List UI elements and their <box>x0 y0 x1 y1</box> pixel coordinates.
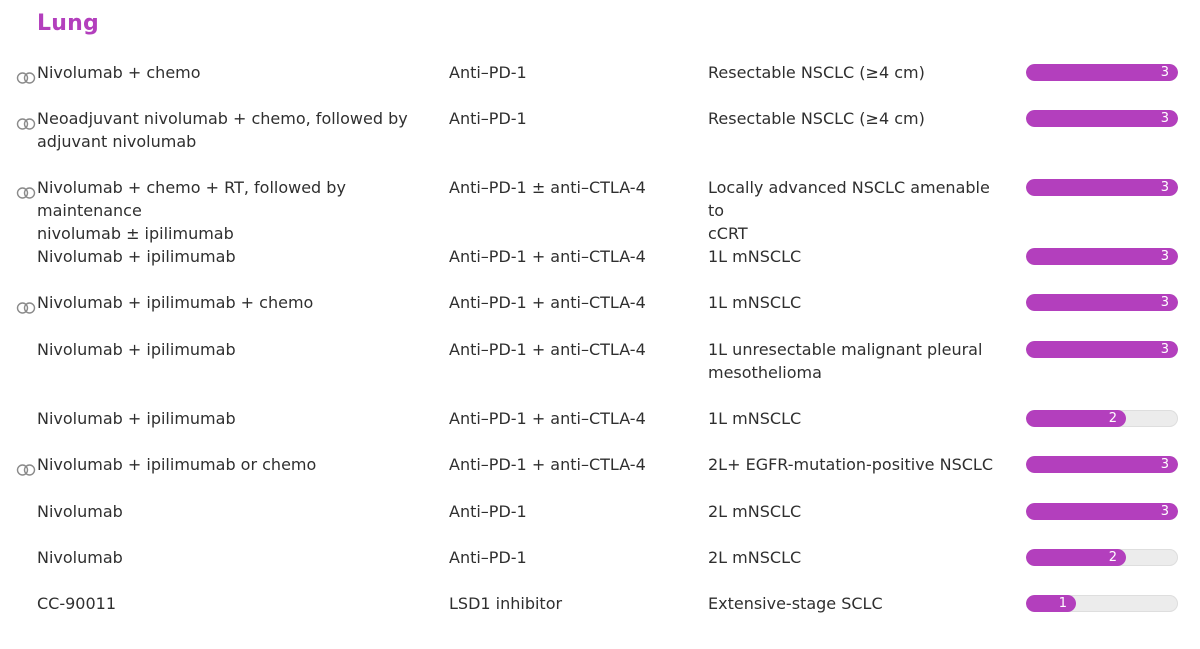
indication-cell-line: mesothelioma <box>708 363 822 382</box>
indication-cell-line: Locally advanced NSCLC amenable to <box>708 178 990 220</box>
drug-class-cell <box>449 338 699 361</box>
phase-progress-fill <box>1026 179 1178 196</box>
drug-class-cell <box>449 107 699 130</box>
drug-class-cell-line: Anti–PD-1 + anti–CTLA-4 <box>449 293 646 312</box>
indication-cell <box>708 107 1008 130</box>
phase-progress-fill <box>1026 595 1076 612</box>
phase-progress-fill <box>1026 549 1126 566</box>
section-title: Lung <box>37 11 99 36</box>
therapy-cell <box>37 407 437 430</box>
indication-cell <box>708 500 1008 523</box>
phase-label: 3 <box>1160 111 1169 126</box>
phase-progress-bar <box>1026 179 1178 196</box>
combination-therapy-icon <box>16 67 36 79</box>
indication-cell-line: 1L mNSCLC <box>708 293 802 312</box>
indication-cell-line: 1L unresectable malignant pleural <box>708 340 983 359</box>
phase-progress-fill <box>1026 64 1178 81</box>
therapy-cell-line: adjuvant nivolumab <box>37 132 197 151</box>
indication-cell-line: 2L mNSCLC <box>708 548 802 567</box>
therapy-cell-line: Nivolumab + ipilimumab <box>37 409 236 428</box>
phase-progress-bar <box>1026 341 1178 358</box>
therapy-cell <box>37 291 437 314</box>
indication-cell-line: cCRT <box>708 224 748 243</box>
therapy-cell <box>37 338 437 361</box>
drug-class-cell-line: Anti–PD-1 + anti–CTLA-4 <box>449 247 646 266</box>
therapy-cell <box>37 61 437 84</box>
phase-label: 3 <box>1160 457 1169 472</box>
drug-class-cell-line: Anti–PD-1 + anti–CTLA-4 <box>449 409 646 428</box>
combination-therapy-icon <box>16 459 36 471</box>
phase-progress-bar <box>1026 595 1178 612</box>
drug-class-cell <box>449 407 699 430</box>
therapy-cell-line: Nivolumab + ipilimumab <box>37 340 236 359</box>
phase-label: 2 <box>1108 411 1117 426</box>
drug-class-cell <box>449 176 699 199</box>
therapy-cell-line: Nivolumab + ipilimumab + chemo <box>37 293 314 312</box>
drug-class-cell <box>449 592 699 615</box>
indication-cell <box>708 338 1008 384</box>
therapy-cell-line: Nivolumab + chemo + RT, followed by maintenance <box>37 178 346 220</box>
therapy-cell <box>37 176 437 245</box>
drug-class-cell <box>449 453 699 476</box>
phase-progress-bar <box>1026 248 1178 265</box>
indication-cell <box>708 176 1008 245</box>
phase-label: 2 <box>1108 550 1117 565</box>
drug-class-cell-line: LSD1 inhibitor <box>449 594 563 613</box>
phase-progress-bar <box>1026 549 1178 566</box>
drug-class-cell-line: Anti–PD-1 + anti–CTLA-4 <box>449 340 646 359</box>
phase-label: 3 <box>1160 65 1169 80</box>
drug-class-cell-line: Anti–PD-1 <box>449 502 527 521</box>
indication-cell-line: 1L mNSCLC <box>708 409 802 428</box>
therapy-cell-line: Nivolumab + ipilimumab <box>37 247 236 266</box>
drug-class-cell <box>449 546 699 569</box>
therapy-cell-line: Nivolumab <box>37 548 123 567</box>
phase-progress-bar <box>1026 294 1178 311</box>
phase-progress-bar <box>1026 456 1178 473</box>
phase-progress-fill <box>1026 248 1178 265</box>
phase-progress-bar <box>1026 64 1178 81</box>
phase-label: 3 <box>1160 249 1169 264</box>
phase-progress-bar <box>1026 503 1178 520</box>
therapy-cell-line: nivolumab ± ipilimumab <box>37 224 234 243</box>
phase-progress-fill <box>1026 503 1178 520</box>
phase-label: 3 <box>1160 342 1169 357</box>
drug-class-cell-line: Anti–PD-1 + anti–CTLA-4 <box>449 455 646 474</box>
indication-cell <box>708 453 1008 476</box>
drug-class-cell-line: Anti–PD-1 <box>449 63 527 82</box>
therapy-cell <box>37 546 437 569</box>
indication-cell-line: Resectable NSCLC (≥4 cm) <box>708 63 925 82</box>
indication-cell <box>708 291 1008 314</box>
phase-label: 3 <box>1160 180 1169 195</box>
drug-class-cell <box>449 245 699 268</box>
therapy-cell <box>37 592 437 615</box>
phase-label: 3 <box>1160 504 1169 519</box>
indication-cell <box>708 61 1008 84</box>
drug-class-cell <box>449 500 699 523</box>
phase-label: 1 <box>1058 596 1067 611</box>
phase-progress-fill <box>1026 410 1126 427</box>
therapy-cell-line: Nivolumab + chemo <box>37 63 201 82</box>
therapy-cell-line: Nivolumab + ipilimumab or chemo <box>37 455 317 474</box>
therapy-cell-line: Nivolumab <box>37 502 123 521</box>
indication-cell <box>708 245 1008 268</box>
phase-label: 3 <box>1160 295 1169 310</box>
phase-progress-fill <box>1026 456 1178 473</box>
therapy-cell <box>37 245 437 268</box>
drug-class-cell-line: Anti–PD-1 <box>449 109 527 128</box>
drug-class-cell <box>449 291 699 314</box>
indication-cell <box>708 407 1008 430</box>
phase-progress-fill <box>1026 110 1178 127</box>
drug-class-cell-line: Anti–PD-1 <box>449 548 527 567</box>
indication-cell-line: 2L+ EGFR-mutation-positive NSCLC <box>708 455 993 474</box>
phase-progress-fill <box>1026 294 1178 311</box>
drug-class-cell-line: Anti–PD-1 ± anti–CTLA-4 <box>449 178 646 197</box>
indication-cell-line: Resectable NSCLC (≥4 cm) <box>708 109 925 128</box>
indication-cell <box>708 546 1008 569</box>
therapy-cell <box>37 453 437 476</box>
therapy-cell <box>37 500 437 523</box>
indication-cell-line: 2L mNSCLC <box>708 502 802 521</box>
drug-class-cell <box>449 61 699 84</box>
indication-cell-line: Extensive-stage SCLC <box>708 594 883 613</box>
indication-cell-line: 1L mNSCLC <box>708 247 802 266</box>
phase-progress-bar <box>1026 110 1178 127</box>
phase-progress-bar <box>1026 410 1178 427</box>
therapy-cell <box>37 107 437 153</box>
combination-therapy-icon <box>16 297 36 309</box>
therapy-cell-line: Neoadjuvant nivolumab + chemo, followed by <box>37 109 408 128</box>
indication-cell <box>708 592 1008 615</box>
therapy-cell-line: CC-90011 <box>37 594 117 613</box>
combination-therapy-icon <box>16 182 36 194</box>
combination-therapy-icon <box>16 113 36 125</box>
phase-progress-fill <box>1026 341 1178 358</box>
